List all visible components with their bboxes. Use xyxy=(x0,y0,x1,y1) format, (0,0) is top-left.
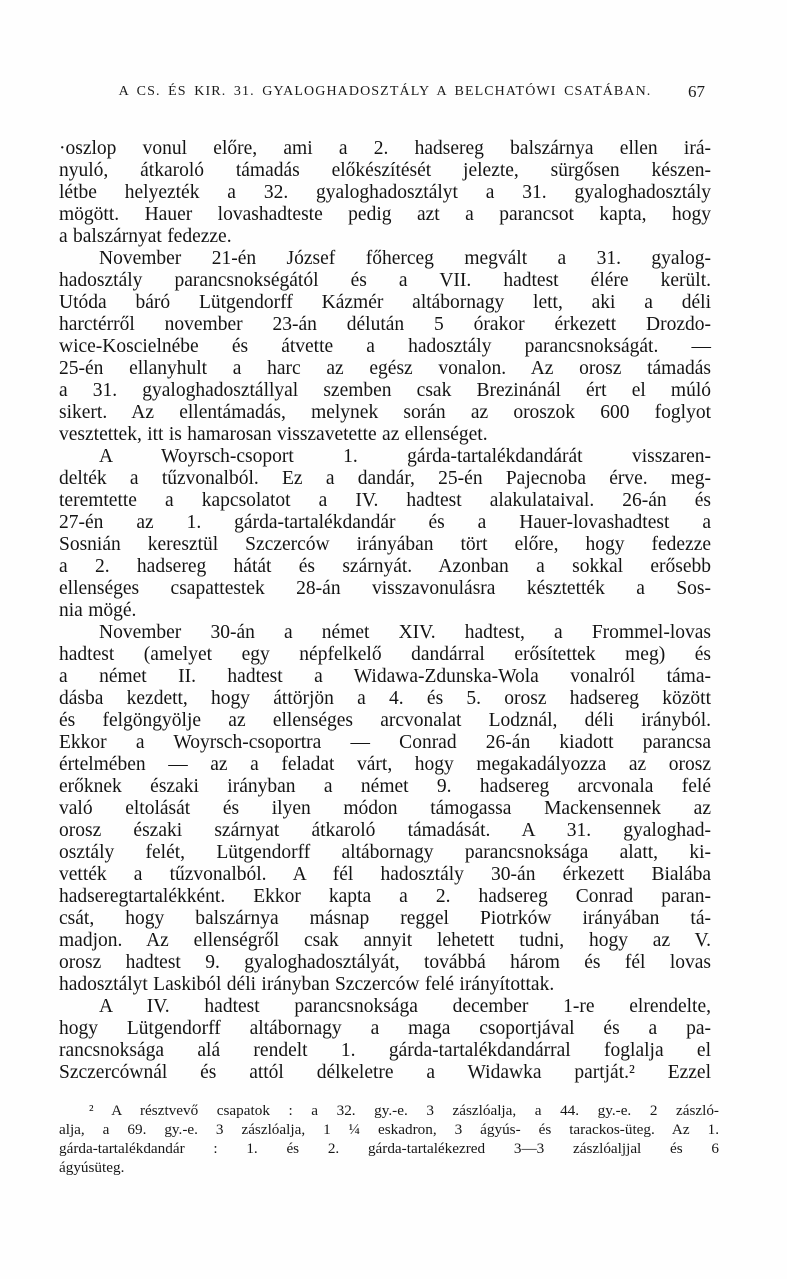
text-line: mögött. Hauer lovashadteste pedig azt a parancsot kapta, hogy xyxy=(59,204,711,225)
body-text xyxy=(59,138,711,1084)
text-line: Utóda báró Lütgendorff Kázmér altábornagy lett, aki a déli xyxy=(59,292,711,313)
text-line: A IV. hadtest parancsnoksága december 1-re elrendelte, xyxy=(99,996,711,1017)
text-line: erőknek északi irányban a német 9. hadsereg arcvonala felé xyxy=(59,776,711,797)
running-head-title: A CS. ÉS KIR. 31. GYALOGHADOSZTÁLY A BELCHATÓWI CSATÁBAN. xyxy=(118,84,652,99)
text-line: wice-Koscielnébe és átvette a hadosztály parancsnokságát. — xyxy=(59,336,711,357)
text-line: a balszárnyat fedezze. xyxy=(59,226,232,247)
text-line: csát, hogy balszárnya másnap reggel Piotrków irányában tá- xyxy=(59,908,711,929)
text-line: orosz hadtest 9. gyaloghadosztályát, továbbá három és fél lovas xyxy=(59,952,711,973)
text-line: sikert. Az ellentámadás, melynek során az oroszok 600 foglyot xyxy=(59,402,711,423)
text-line: November 30-án a német XIV. hadtest, a Frommel-lovas xyxy=(99,622,711,643)
text-line: hadosztályt Laskiból déli irányban Szczerców felé irányítottak. xyxy=(59,974,555,995)
text-line: A Woyrsch-csoport 1. gárda-tartalékdandárát visszaren- xyxy=(99,446,711,467)
paragraph xyxy=(59,622,711,996)
paragraph xyxy=(59,996,711,1084)
text-line: teremtette a kapcsolatot a IV. hadtest alakulataival. 26-án és xyxy=(59,490,711,511)
text-line: harctérről november 23-án délután 5 órakor érkezett Drozdo- xyxy=(59,314,711,335)
text-line: hadtest (amelyet egy népfelkelő dandárral erősítettek meg) és xyxy=(59,644,711,665)
text-line: rancsnoksága alá rendelt 1. gárda-tartalékdandárral foglalja el xyxy=(59,1040,711,1061)
text-line: 25-én ellanyhult a harc az egész vonalon. Az orosz támadás xyxy=(59,358,711,379)
text-line: gárda-tartalékdandár : 1. és 2. gárda-tartalékezred 3—3 zászlóaljjal és 6 xyxy=(59,1140,719,1157)
running-head xyxy=(59,84,711,104)
text-line: és felgöngyölje az ellenséges arcvonalat Lodznál, déli irányból. xyxy=(59,710,711,731)
text-line: dásba kezdett, hogy áttörjön a 4. és 5. orosz hadsereg között xyxy=(59,688,711,709)
paragraph xyxy=(59,138,711,248)
text-line: osztály felét, Lütgendorff altábornagy parancsnoksága alatt, ki- xyxy=(59,842,711,863)
text-line: November 21-én József főherceg megvált a 31. gyalog- xyxy=(99,248,711,269)
text-line: hadseregtartalékként. Ekkor kapta a 2. hadsereg Conrad paran- xyxy=(59,886,711,907)
text-line: ·oszlop vonul előre, ami a 2. hadsereg balszárnya ellen irá- xyxy=(59,138,711,159)
text-line: való eltolását és ilyen módon támogassa Mackensennek az xyxy=(59,798,711,819)
text-line: vesztettek, itt is hamarosan visszavetette az ellenséget. xyxy=(59,424,488,445)
text-line: létbe helyezték a 32. gyaloghadosztályt a 31. gyaloghadosztály xyxy=(59,182,711,203)
text-line: hadosztály parancsnokségától és a VII. hadtest élére került. xyxy=(59,270,711,291)
text-line: értelmében — az a feladat várt, hogy megakadályozza az orosz xyxy=(59,754,711,775)
text-line: nyuló, átkaroló támadás előkészítését jelezte, sürgősen készen- xyxy=(59,160,711,181)
text-line: ágyúsüteg. xyxy=(59,1159,125,1176)
text-line: a 2. hadsereg hátát és szárnyát. Azonban a sokkal erősebb xyxy=(59,556,711,577)
paragraph xyxy=(59,446,711,622)
text-line: ² A résztvevő csapatok : a 32. gy.-e. 3 zászlóalja, a 44. gy.-e. 2 zászló- xyxy=(89,1102,719,1119)
footnote xyxy=(59,1101,719,1177)
text-line: Szczercównál és attól délkeletre a Widawka partját.² Ezzel xyxy=(59,1062,711,1083)
page-number: 67 xyxy=(688,82,705,101)
text-line: orosz északi szárnyat átkaroló támadását. A 31. gyaloghad- xyxy=(59,820,711,841)
text-line: nia mögé. xyxy=(59,600,137,621)
text-line: 27-én az 1. gárda-tartalékdandár és a Hauer-lovashadtest a xyxy=(59,512,711,533)
text-line: Ekkor a Woyrsch-csoportra — Conrad 26-án kiadott parancsa xyxy=(59,732,711,753)
text-line: Sosnián keresztül Szczerców irányában tört előre, hogy fedezze xyxy=(59,534,711,555)
text-line: delték a tűzvonalból. Ez a dandár, 25-én Pajecnoba érve. meg- xyxy=(59,468,711,489)
text-line: vették a tűzvonalból. A fél hadosztály 30-án érkezett Bialába xyxy=(59,864,711,885)
text-line: hogy Lütgendorff altábornagy a maga csoportjával és a pa- xyxy=(59,1018,711,1039)
text-line: alja, a 69. gy.-e. 3 zászlóalja, 1 ¼ eskadron, 3 ágyús- és tarackos-üteg. Az 1. xyxy=(59,1121,719,1138)
text-line: ellenséges csapattestek 28-án visszavonulásra késztették a Sos- xyxy=(59,578,711,599)
text-line: a német II. hadtest a Widawa-Zdunska-Wola vonalról táma- xyxy=(59,666,711,687)
paragraph xyxy=(59,248,711,446)
text-line: a 31. gyaloghadosztállyal szemben csak Brezinánál ért el múló xyxy=(59,380,711,401)
text-line: madjon. Az ellenségről csak annyit lehetett tudni, hogy az V. xyxy=(59,930,711,951)
